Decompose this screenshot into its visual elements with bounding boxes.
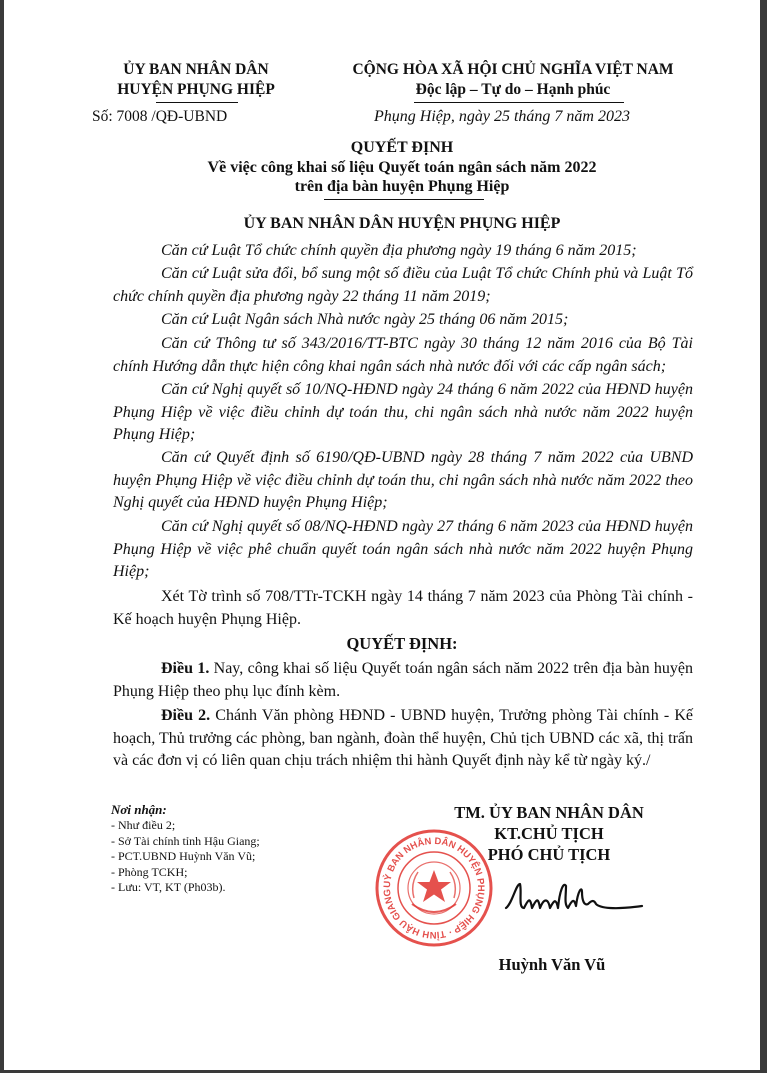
decision-heading: QUYẾT ĐỊNH: <box>346 634 458 653</box>
basis-item: Căn cứ Nghị quyết số 08/NQ-HĐND ngày 27 tháng 6 năm 2023 của HĐND huyện Phụng Hiệp về việc phê chuẩn quyết toán ngân sách nhà nước năm 2022 huyện Phụng Hiệp; <box>113 518 693 581</box>
article-2 <box>113 705 693 773</box>
motto-underline <box>414 102 624 103</box>
recipients-heading: Nơi nhận: <box>111 802 167 817</box>
basis-item: Căn cứ Luật sửa đổi, bổ sung một số điều của Luật Tổ chức Chính phủ và Luật Tổ chức chính quyền địa phương ngày 22 tháng 11 năm 2019; <box>113 265 693 305</box>
article-1-text: Nay, công khai số liệu Quyết toán ngân sách năm 2022 trên địa bàn huyện Phụng Hiệp theo phụ lục đính kèm. <box>113 660 693 700</box>
authority-heading: ỦY BAN NHÂN DÂN HUYỆN PHỤNG HIỆP <box>243 215 561 232</box>
recipient-item: - Lưu: VT, KT (Ph03b). <box>111 880 226 894</box>
article-2-label: Điều 2. <box>161 707 211 724</box>
signer-name: Huỳnh Văn Vũ <box>498 955 606 974</box>
signature-line-2: KT.CHỦ TỊCH <box>494 824 604 843</box>
agency-line-2: HUYỆN PHỤNG HIỆP <box>117 81 275 98</box>
handwritten-signature <box>502 878 652 918</box>
country-name: CỘNG HÒA XÃ HỘI CHỦ NGHĨA VIỆT NAM <box>352 61 674 78</box>
basis-item: Căn cứ Luật Tổ chức chính quyền địa phương ngày 19 tháng 6 năm 2015; <box>161 242 637 259</box>
basis-item: Căn cứ Nghị quyết số 10/NQ-HĐND ngày 24 tháng 6 năm 2022 của HĐND huyện Phụng Hiệp về việc điều chỉnh dự toán thu, chi ngân sách nhà nước năm 2022 huyện Phụng Hiệp; <box>113 381 693 444</box>
issuing-agency <box>96 60 296 100</box>
recipient-item: - Như điều 2; <box>111 818 176 832</box>
national-motto <box>318 60 708 100</box>
basis-item: Căn cứ Luật Ngân sách Nhà nước ngày 25 tháng 06 năm 2015; <box>161 311 569 328</box>
document-page <box>4 0 760 1070</box>
document-number: Số: 7008 /QĐ-UBND <box>92 108 228 125</box>
signature-line-1: TM. ỦY BAN NHÂN DÂN <box>454 803 644 822</box>
date-line: Phụng Hiệp, ngày 25 tháng 7 năm 2023 <box>374 108 630 125</box>
svg-text:UỶ BAN NHÂN DÂN HUYỆN PHỤNG HI: UỶ BAN NHÂN DÂN HUYỆN PHỤNG HIỆP · TỈNH HẬU GIANG <box>381 835 487 941</box>
recipient-item: - PCT.UBND Huỳnh Văn Vũ; <box>111 849 256 863</box>
motto: Độc lập – Tự do – Hạnh phúc <box>415 81 611 98</box>
recipients-list <box>111 818 260 896</box>
article-2-text: Chánh Văn phòng HĐND - UBND huyện, Trưởng phòng Tài chính - Kế hoạch, Thủ trưởng các phòng, ban ngành, đoàn thể huyện, Chủ tịch UBND các xã, thị trấn và các đơn vị có liên quan chịu trách nhiệm thi hành Quyết định này kể từ ngày ký./ <box>113 707 693 770</box>
signature-line-3: PHÓ CHỦ TỊCH <box>487 845 611 864</box>
agency-line-1: ỦY BAN NHÂN DÂN <box>123 61 269 78</box>
signature-block <box>424 802 674 865</box>
article-1 <box>113 658 693 703</box>
title-subject-2: trên địa bàn huyện Phụng Hiệp <box>294 178 510 195</box>
recipient-item: - Sở Tài chính tỉnh Hậu Giang; <box>111 833 260 848</box>
basis-item: Căn cứ Thông tư số 343/2016/TT-BTC ngày 30 tháng 12 năm 2016 của Bộ Tài chính Hướng dẫn thực hiện công khai ngân sách nhà nước đối với các cấp ngân sách; <box>113 335 693 375</box>
agency-underline <box>156 102 238 103</box>
title-underline <box>324 199 484 200</box>
basis-item: Căn cứ Quyết định số 6190/QĐ-UBND ngày 28 tháng 7 năm 2022 của UBND huyện Phụng Hiệp về việc điều chỉnh dự toán thu, chi ngân sách nhà nước năm 2022 theo Nghị quyết của HĐND huyện Phụng Hiệp; <box>113 449 693 512</box>
article-1-label: Điều 1. <box>161 660 210 677</box>
title-main: QUYẾT ĐỊNH <box>350 139 454 156</box>
considering-clause: Xét Tờ trình số 708/TTr-TCKH ngày 14 tháng 7 năm 2023 của Phòng Tài chính - Kế hoạch huyện Phụng Hiệp. <box>113 588 693 628</box>
recipient-item: - Phòng TCKH; <box>111 864 188 879</box>
title-subject-1: Về việc công khai số liệu Quyết toán ngân sách năm 2022 <box>207 158 597 176</box>
document-title <box>104 138 700 197</box>
